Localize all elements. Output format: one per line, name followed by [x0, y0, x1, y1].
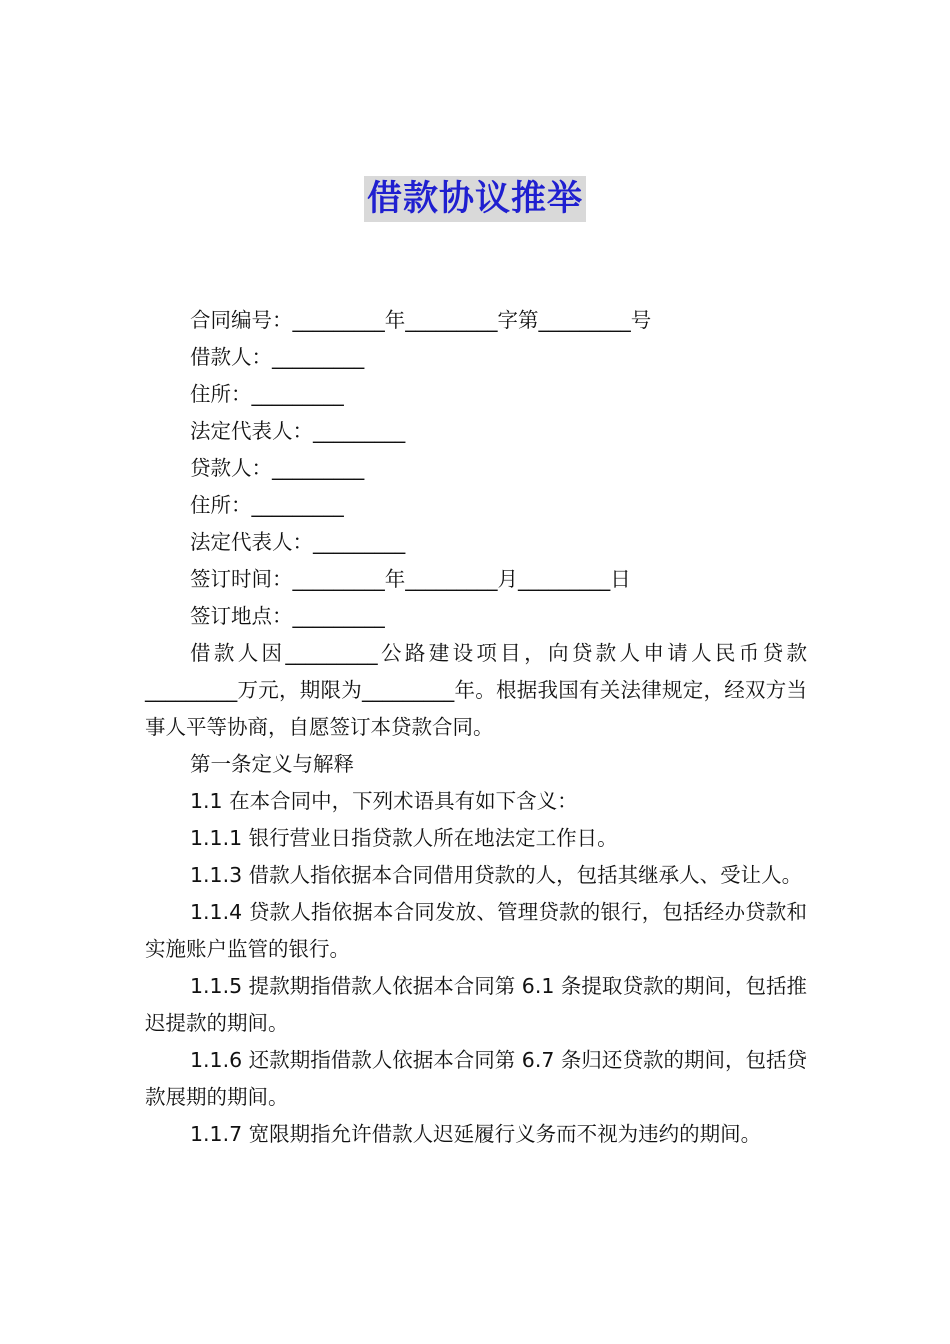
paragraph-1-1: 1.1 在本合同中，下列术语具有如下含义： [190, 789, 578, 813]
paragraph-1-1-3: 1.1.3 借款人指依据本合同借用贷款的人，包括其继承人、受让人。 [190, 863, 803, 887]
title-container [0, 176, 950, 222]
field-borrower-legal-rep: 法定代表人：_________ [190, 419, 406, 443]
field-lender: 贷款人：_________ [190, 456, 365, 480]
paragraph-1-1-5: 1.1.5 提款期指借款人依据本合同第 6.1 条提取贷款的期间，包括推迟提款的期间。 [145, 974, 807, 1035]
field-contract-number: 合同编号：_________年_________字第_________号 [190, 308, 652, 332]
field-borrower-address: 住所：_________ [190, 382, 344, 406]
paragraph-preamble: 借款人因_________公路建设项目，向贷款人申请人民币贷款_________万元，期限为_________年。根据我国有关法律规定，经双方当事人平等协商，自愿签订本贷款合同。 [145, 641, 807, 739]
paragraph-1-1-6: 1.1.6 还款期指借款人依据本合同第 6.7 条归还贷款的期间，包括贷款展期的期间。 [145, 1048, 807, 1109]
field-lender-legal-rep: 法定代表人：_________ [190, 530, 406, 554]
paragraph-1-1-1: 1.1.1 银行营业日指贷款人所在地法定工作日。 [190, 826, 618, 850]
paragraph-1-1-4: 1.1.4 贷款人指依据本合同发放、管理贷款的银行，包括经办贷款和实施账户监管的银行。 [145, 900, 807, 961]
field-borrower: 借款人：_________ [190, 345, 365, 369]
document-body [145, 302, 807, 1153]
section-heading-article-1: 第一条定义与解释 [190, 752, 354, 776]
document-title: 借款协议推举 [364, 176, 586, 222]
field-lender-address: 住所：_________ [190, 493, 344, 517]
paragraph-1-1-7: 1.1.7 宽限期指允许借款人迟延履行义务而不视为违约的期间。 [190, 1122, 762, 1146]
field-signing-place: 签订地点：_________ [190, 604, 385, 628]
field-signing-date: 签订时间：_________年_________月_________日 [190, 567, 631, 591]
